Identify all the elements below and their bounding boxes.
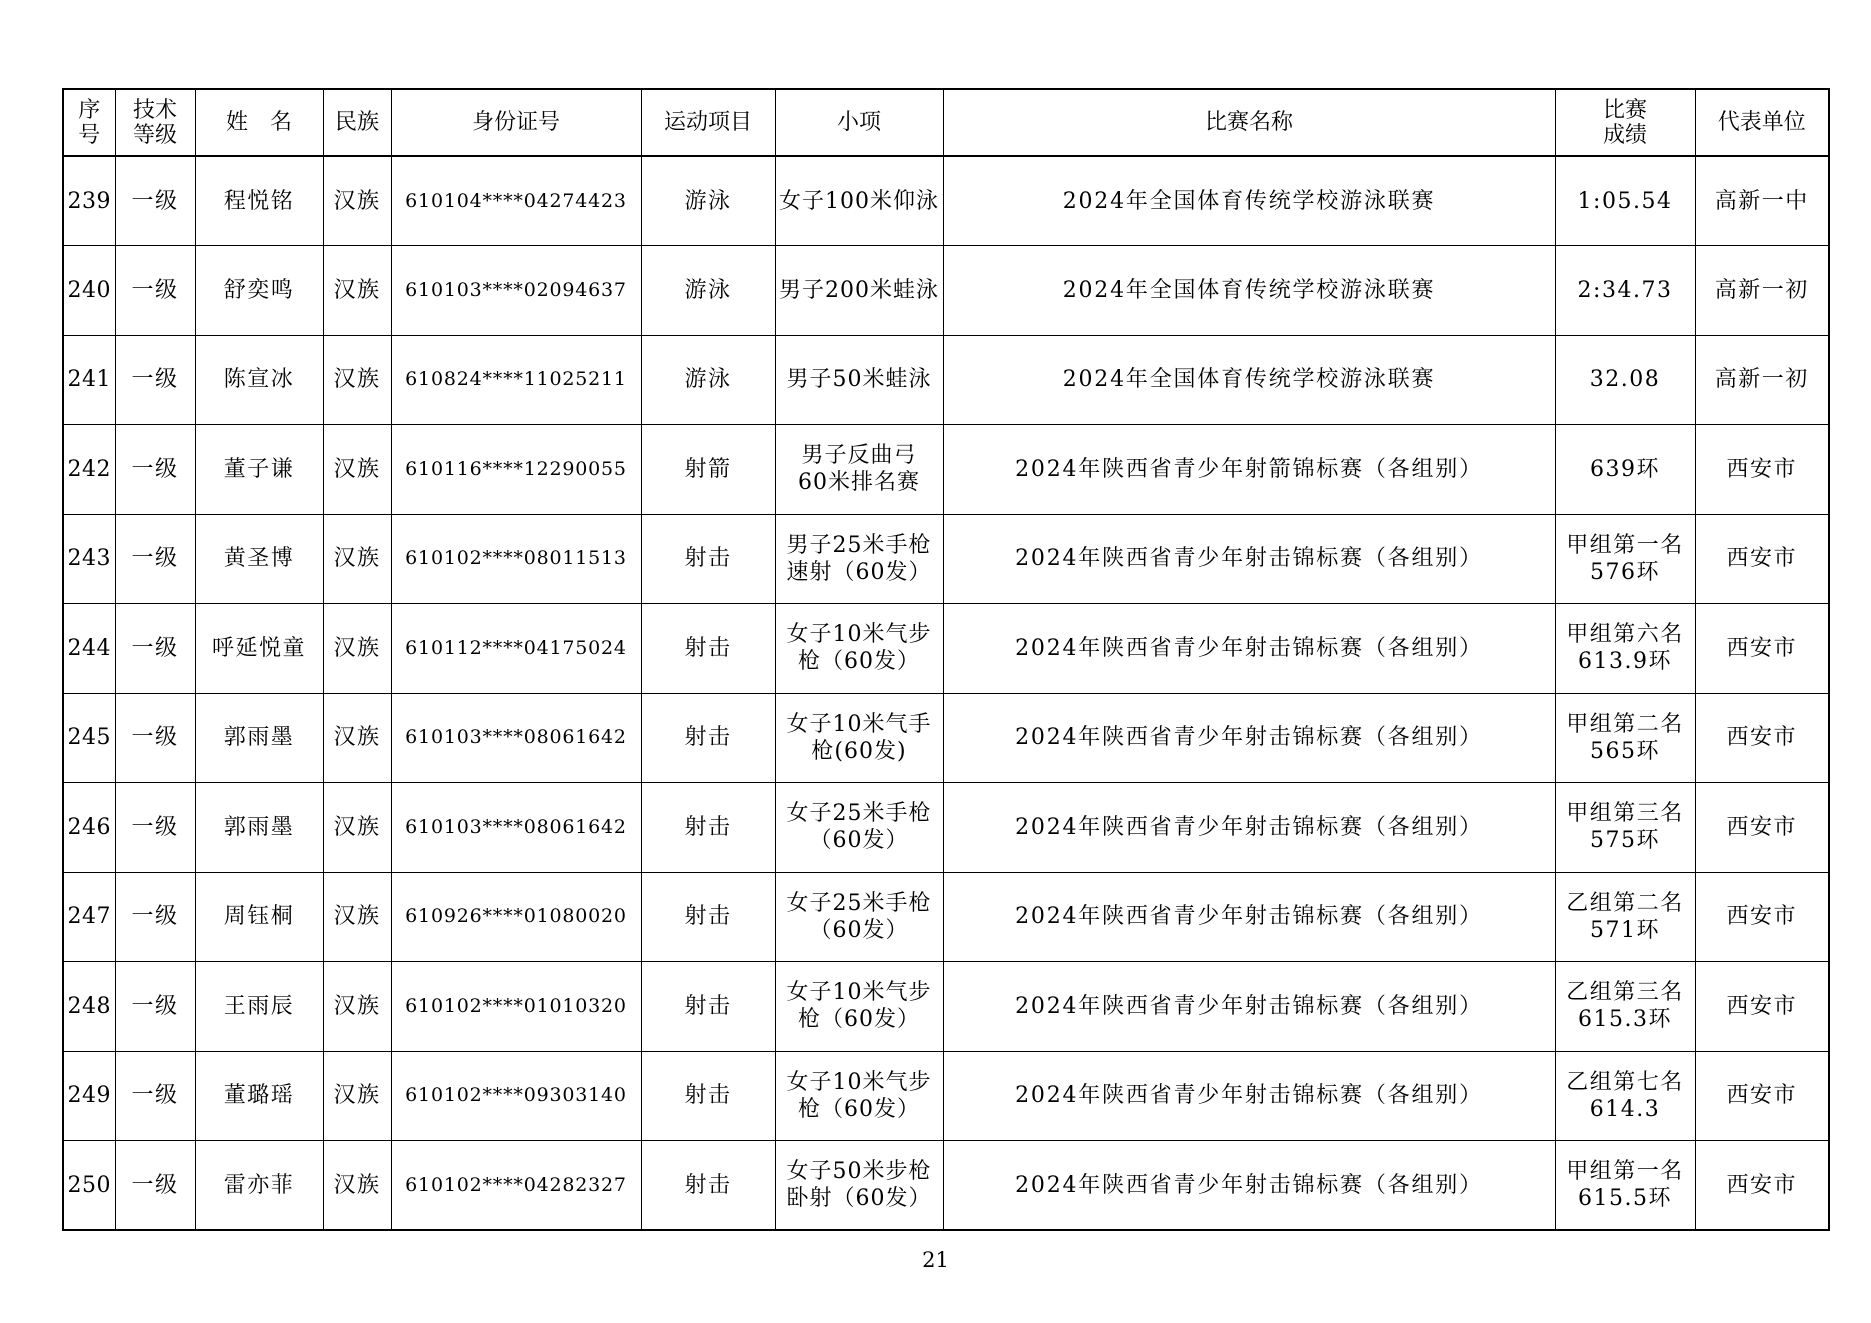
cell-unit (1695, 872, 1829, 962)
cell-text: 陈宣冰 (223, 367, 295, 393)
cell-text: 610103****02094637 (405, 278, 627, 301)
cell-result (1555, 156, 1695, 246)
cell-text: 汉族 (333, 188, 381, 214)
cell-text: 245 (67, 725, 111, 751)
table-row (63, 425, 1829, 515)
cell-competition (943, 425, 1555, 515)
cell-text: 610102****09303140 (405, 1084, 627, 1107)
cell-text: 游泳 (684, 277, 732, 303)
cell-competition (943, 335, 1555, 425)
cell-event (775, 783, 943, 873)
header-label-line: 号 (78, 122, 101, 148)
cell-sport (641, 962, 775, 1052)
cell-text: 汉族 (333, 456, 381, 482)
cell-sport (641, 604, 775, 694)
cell-result (1555, 1141, 1695, 1231)
table-row (63, 156, 1829, 246)
cell-text: 610102****01010320 (405, 994, 627, 1017)
cell-name (195, 514, 323, 604)
header-unit (1695, 89, 1829, 156)
cell-text: 610104****04274423 (405, 189, 627, 212)
cell-text: 西安市 (1726, 1083, 1797, 1109)
cell-text: 王雨辰 (223, 993, 295, 1019)
cell-unit (1695, 693, 1829, 783)
cell-text-line: 60米排名赛 (798, 470, 920, 496)
cell-text: 西安市 (1726, 993, 1797, 1019)
cell-text-line: 女子10米气步 (786, 980, 932, 1006)
cell-text: 汉族 (333, 367, 381, 393)
header-competition (943, 89, 1555, 156)
cell-result (1555, 1051, 1695, 1141)
cell-text: 2024年陕西省青少年射箭锦标赛（各组别） (1015, 456, 1483, 482)
header-seq (63, 89, 115, 156)
cell-seq (63, 1141, 115, 1231)
cell-id-number (391, 335, 641, 425)
header-label-line: 民族 (334, 110, 379, 135)
cell-text: 2024年陕西省青少年射击锦标赛（各组别） (1015, 993, 1483, 1019)
cell-text-line: 女子10米气手 (786, 711, 932, 737)
cell-text: 高新一中 (1714, 188, 1809, 214)
header-row (63, 89, 1829, 156)
table-row (63, 604, 1829, 694)
cell-text: 射击 (684, 904, 732, 930)
cell-text-line: 速射（60发） (786, 559, 932, 585)
cell-text: 240 (67, 277, 111, 303)
cell-text: 610824****11025211 (405, 368, 627, 391)
cell-text: 高新一初 (1714, 367, 1809, 393)
cell-text: 一级 (131, 456, 179, 482)
table-row (63, 1141, 1829, 1231)
cell-text-line: 乙组第三名 (1566, 980, 1684, 1006)
cell-text: 249 (67, 1083, 111, 1109)
cell-level (115, 783, 195, 873)
header-result (1555, 89, 1695, 156)
cell-competition (943, 604, 1555, 694)
cell-competition (943, 1051, 1555, 1141)
cell-text: 程悦铭 (223, 188, 295, 214)
cell-text-line: 615.3环 (1578, 1007, 1672, 1033)
cell-text: 射击 (684, 635, 732, 661)
table-row (63, 335, 1829, 425)
cell-text: 游泳 (684, 188, 732, 214)
cell-ethnicity (323, 693, 391, 783)
cell-text-line: 2:34.73 (1577, 277, 1673, 303)
cell-unit (1695, 246, 1829, 336)
cell-event (775, 693, 943, 783)
cell-seq (63, 604, 115, 694)
cell-id-number (391, 425, 641, 515)
cell-text-line: 甲组第六名 (1566, 622, 1684, 648)
cell-text: 2024年陕西省青少年射击锦标赛（各组别） (1015, 635, 1483, 661)
cell-text: 248 (67, 993, 111, 1019)
table-row (63, 693, 1829, 783)
cell-level (115, 156, 195, 246)
header-label-line: 成绩 (1602, 122, 1647, 148)
cell-event (775, 514, 943, 604)
cell-text-line: 576环 (1590, 559, 1660, 585)
cell-result (1555, 514, 1695, 604)
cell-text-line: 639环 (1590, 456, 1660, 482)
header-label-line: 比赛名称 (1204, 110, 1293, 135)
header-label-line: 等级 (132, 122, 177, 148)
cell-text: 西安市 (1726, 725, 1797, 751)
header-id-number (391, 89, 641, 156)
cell-text-line: 575环 (1590, 828, 1660, 854)
cell-text-line: 男子反曲弓 (801, 443, 917, 469)
cell-level (115, 1051, 195, 1141)
cell-ethnicity (323, 514, 391, 604)
cell-event (775, 1141, 943, 1231)
cell-event (775, 872, 943, 962)
cell-level (115, 962, 195, 1052)
cell-text-line: 1:05.54 (1577, 188, 1673, 214)
cell-text: 董子谦 (223, 456, 295, 482)
cell-text: 610103****08061642 (405, 815, 627, 838)
cell-text: 射击 (684, 546, 732, 572)
cell-text: 一级 (131, 188, 179, 214)
header-label-line: 运动项目 (663, 110, 752, 135)
cell-unit (1695, 1141, 1829, 1231)
cell-event (775, 425, 943, 515)
cell-text: 250 (67, 1172, 111, 1198)
cell-text: 610103****08061642 (405, 726, 627, 749)
cell-text: 2024年陕西省青少年射击锦标赛（各组别） (1015, 1172, 1483, 1198)
cell-text: 雷亦菲 (223, 1172, 295, 1198)
cell-text: 2024年陕西省青少年射击锦标赛（各组别） (1015, 546, 1483, 572)
cell-text: 2024年全国体育传统学校游泳联赛 (1062, 277, 1436, 303)
cell-ethnicity (323, 156, 391, 246)
cell-result (1555, 872, 1695, 962)
cell-text-line: 615.5环 (1578, 1186, 1672, 1211)
cell-text-line: 枪（60发） (798, 649, 920, 675)
cell-competition (943, 872, 1555, 962)
header-label-line: 姓 名 (225, 110, 292, 135)
cell-id-number (391, 1141, 641, 1231)
cell-text: 汉族 (333, 277, 381, 303)
table-row (63, 783, 1829, 873)
header-label-line: 序 (78, 97, 101, 123)
cell-text: 610926****01080020 (405, 905, 627, 928)
cell-text: 西安市 (1726, 904, 1797, 930)
cell-text: 2024年全国体育传统学校游泳联赛 (1062, 188, 1436, 214)
cell-text: 610102****04282327 (405, 1173, 627, 1196)
cell-text: 汉族 (333, 546, 381, 572)
cell-text-line: 甲组第一名 (1566, 1159, 1684, 1184)
cell-text: 246 (67, 814, 111, 840)
page-number: 21 (922, 1248, 949, 1272)
cell-text-line: （60发） (809, 917, 909, 943)
header-label-line: 技术 (132, 97, 177, 123)
cell-text-line: 甲组第二名 (1566, 711, 1684, 737)
cell-id-number (391, 693, 641, 783)
cell-text: 射击 (684, 814, 732, 840)
cell-unit (1695, 783, 1829, 873)
cell-ethnicity (323, 1051, 391, 1141)
cell-text: 西安市 (1726, 814, 1797, 840)
cell-text-line: 甲组第三名 (1566, 801, 1684, 827)
cell-text-line: 女子10米气步 (786, 622, 932, 648)
cell-name (195, 783, 323, 873)
athlete-table (62, 88, 1830, 1231)
cell-ethnicity (323, 783, 391, 873)
cell-id-number (391, 783, 641, 873)
cell-name (195, 156, 323, 246)
cell-text: 241 (67, 367, 111, 393)
cell-text: 一级 (131, 993, 179, 1019)
cell-unit (1695, 1051, 1829, 1141)
cell-unit (1695, 962, 1829, 1052)
cell-text-line: 571环 (1590, 917, 1660, 943)
cell-competition (943, 962, 1555, 1052)
cell-name (195, 246, 323, 336)
cell-text: 汉族 (333, 993, 381, 1019)
cell-text: 244 (67, 635, 111, 661)
header-sport (641, 89, 775, 156)
cell-text: 2024年陕西省青少年射击锦标赛（各组别） (1015, 904, 1483, 930)
cell-text-line: 女子25米手枪 (786, 801, 932, 827)
cell-name (195, 1141, 323, 1231)
cell-text: 郭雨墨 (223, 814, 295, 840)
cell-text: 一级 (131, 277, 179, 303)
cell-text: 242 (67, 456, 111, 482)
cell-text: 一级 (131, 367, 179, 393)
cell-unit (1695, 604, 1829, 694)
cell-text-line: 613.9环 (1578, 649, 1672, 675)
cell-event (775, 156, 943, 246)
cell-unit (1695, 514, 1829, 604)
cell-result (1555, 783, 1695, 873)
cell-event (775, 604, 943, 694)
cell-text: 呼延悦童 (211, 635, 306, 661)
cell-ethnicity (323, 604, 391, 694)
cell-text-line: 女子10米气步 (786, 1069, 932, 1095)
cell-text: 239 (67, 188, 111, 214)
cell-text: 一级 (131, 814, 179, 840)
cell-result (1555, 604, 1695, 694)
cell-seq (63, 783, 115, 873)
cell-seq (63, 335, 115, 425)
cell-text: 一级 (131, 1172, 179, 1198)
header-ethnicity (323, 89, 391, 156)
table-row (63, 872, 1829, 962)
cell-seq (63, 156, 115, 246)
cell-result (1555, 693, 1695, 783)
cell-ethnicity (323, 1141, 391, 1231)
cell-seq (63, 962, 115, 1052)
cell-seq (63, 872, 115, 962)
cell-text: 郭雨墨 (223, 725, 295, 751)
cell-event (775, 335, 943, 425)
cell-name (195, 693, 323, 783)
cell-sport (641, 246, 775, 336)
cell-text: 610116****12290055 (405, 457, 627, 480)
cell-competition (943, 693, 1555, 783)
cell-competition (943, 783, 1555, 873)
cell-text: 周钰桐 (223, 904, 295, 930)
cell-text: 游泳 (684, 367, 732, 393)
cell-text: 高新一初 (1714, 277, 1809, 303)
cell-text: 黄圣博 (223, 546, 295, 572)
cell-ethnicity (323, 425, 391, 515)
cell-text: 射击 (684, 1172, 732, 1198)
cell-text: 汉族 (333, 1083, 381, 1109)
cell-text: 射箭 (684, 456, 732, 482)
cell-text: 610102****08011513 (405, 547, 627, 570)
cell-seq (63, 1051, 115, 1141)
cell-level (115, 604, 195, 694)
cell-text-line: 男子50米蛙泳 (786, 367, 932, 393)
cell-text-line: 卧射（60发） (786, 1186, 932, 1211)
cell-competition (943, 514, 1555, 604)
cell-competition (943, 1141, 1555, 1231)
table-header (63, 89, 1829, 156)
cell-ethnicity (323, 335, 391, 425)
cell-seq (63, 693, 115, 783)
cell-text: 西安市 (1726, 635, 1797, 661)
header-event (775, 89, 943, 156)
cell-sport (641, 1051, 775, 1141)
cell-result (1555, 246, 1695, 336)
header-label-line: 代表单位 (1717, 110, 1806, 135)
cell-text: 一级 (131, 1083, 179, 1109)
cell-text-line: 男子25米手枪 (786, 532, 932, 558)
cell-result (1555, 425, 1695, 515)
cell-text-line: 枪（60发） (798, 1007, 920, 1033)
cell-unit (1695, 425, 1829, 515)
cell-level (115, 693, 195, 783)
cell-event (775, 962, 943, 1052)
cell-text: 西安市 (1726, 1172, 1797, 1198)
cell-name (195, 1051, 323, 1141)
cell-sport (641, 693, 775, 783)
cell-text: 2024年全国体育传统学校游泳联赛 (1062, 367, 1436, 393)
cell-text-line: 枪（60发） (798, 1096, 920, 1122)
cell-text: 汉族 (333, 814, 381, 840)
cell-text-line: 女子100米仰泳 (779, 188, 939, 214)
cell-id-number (391, 514, 641, 604)
cell-level (115, 872, 195, 962)
cell-text-line: 女子25米手枪 (786, 890, 932, 916)
cell-seq (63, 514, 115, 604)
cell-result (1555, 962, 1695, 1052)
cell-text-line: 614.3 (1589, 1096, 1661, 1122)
cell-text: 2024年陕西省青少年射击锦标赛（各组别） (1015, 725, 1483, 751)
cell-unit (1695, 156, 1829, 246)
header-label-line: 身份证号 (471, 110, 560, 135)
cell-sport (641, 335, 775, 425)
cell-id-number (391, 604, 641, 694)
cell-text: 一级 (131, 635, 179, 661)
cell-seq (63, 246, 115, 336)
cell-text: 一级 (131, 904, 179, 930)
cell-text-line: 32.08 (1589, 367, 1661, 393)
cell-ethnicity (323, 872, 391, 962)
cell-text: 2024年陕西省青少年射击锦标赛（各组别） (1015, 814, 1483, 840)
cell-text: 一级 (131, 725, 179, 751)
header-label-line: 小项 (836, 110, 881, 135)
cell-text: 董璐瑶 (223, 1083, 295, 1109)
cell-text: 射击 (684, 725, 732, 751)
cell-text: 247 (67, 904, 111, 930)
cell-text: 610112****04175024 (405, 636, 627, 659)
table-row (63, 962, 1829, 1052)
cell-name (195, 962, 323, 1052)
cell-level (115, 425, 195, 515)
cell-name (195, 335, 323, 425)
cell-text-line: 甲组第一名 (1566, 532, 1684, 558)
table-row (63, 514, 1829, 604)
cell-text-line: 乙组第七名 (1566, 1069, 1684, 1095)
header-level (115, 89, 195, 156)
cell-ethnicity (323, 962, 391, 1052)
cell-name (195, 425, 323, 515)
cell-text: 汉族 (333, 904, 381, 930)
cell-id-number (391, 246, 641, 336)
cell-result (1555, 335, 1695, 425)
header-label-line: 比赛 (1602, 97, 1647, 123)
cell-event (775, 1051, 943, 1141)
cell-level (115, 246, 195, 336)
cell-name (195, 872, 323, 962)
cell-sport (641, 783, 775, 873)
cell-text-line: 565环 (1590, 738, 1660, 764)
cell-text: 汉族 (333, 635, 381, 661)
cell-text-line: 女子50米步枪 (786, 1159, 932, 1184)
cell-competition (943, 156, 1555, 246)
table-row (63, 246, 1829, 336)
cell-text-line: 乙组第二名 (1566, 890, 1684, 916)
cell-unit (1695, 335, 1829, 425)
cell-text: 汉族 (333, 725, 381, 751)
cell-text: 汉族 (333, 1172, 381, 1198)
cell-text-line: （60发） (809, 828, 909, 854)
cell-sport (641, 425, 775, 515)
cell-text-line: 男子200米蛙泳 (779, 277, 939, 303)
cell-text-line: 枪(60发) (811, 738, 907, 764)
cell-text: 西安市 (1726, 456, 1797, 482)
cell-sport (641, 1141, 775, 1231)
cell-text: 243 (67, 546, 111, 572)
cell-sport (641, 872, 775, 962)
cell-id-number (391, 962, 641, 1052)
cell-level (115, 514, 195, 604)
cell-id-number (391, 872, 641, 962)
cell-seq (63, 425, 115, 515)
cell-level (115, 335, 195, 425)
cell-ethnicity (323, 246, 391, 336)
cell-competition (943, 246, 1555, 336)
cell-text: 射击 (684, 1083, 732, 1109)
cell-text: 射击 (684, 993, 732, 1019)
cell-name (195, 604, 323, 694)
cell-text: 一级 (131, 546, 179, 572)
cell-text: 西安市 (1726, 546, 1797, 572)
cell-sport (641, 514, 775, 604)
header-name (195, 89, 323, 156)
cell-id-number (391, 1051, 641, 1141)
cell-text: 舒奕鸣 (223, 277, 295, 303)
cell-sport (641, 156, 775, 246)
cell-text: 2024年陕西省青少年射击锦标赛（各组别） (1015, 1083, 1483, 1109)
table-row (63, 1051, 1829, 1141)
cell-event (775, 246, 943, 336)
table-body (63, 156, 1829, 1230)
cell-level (115, 1141, 195, 1231)
cell-id-number (391, 156, 641, 246)
